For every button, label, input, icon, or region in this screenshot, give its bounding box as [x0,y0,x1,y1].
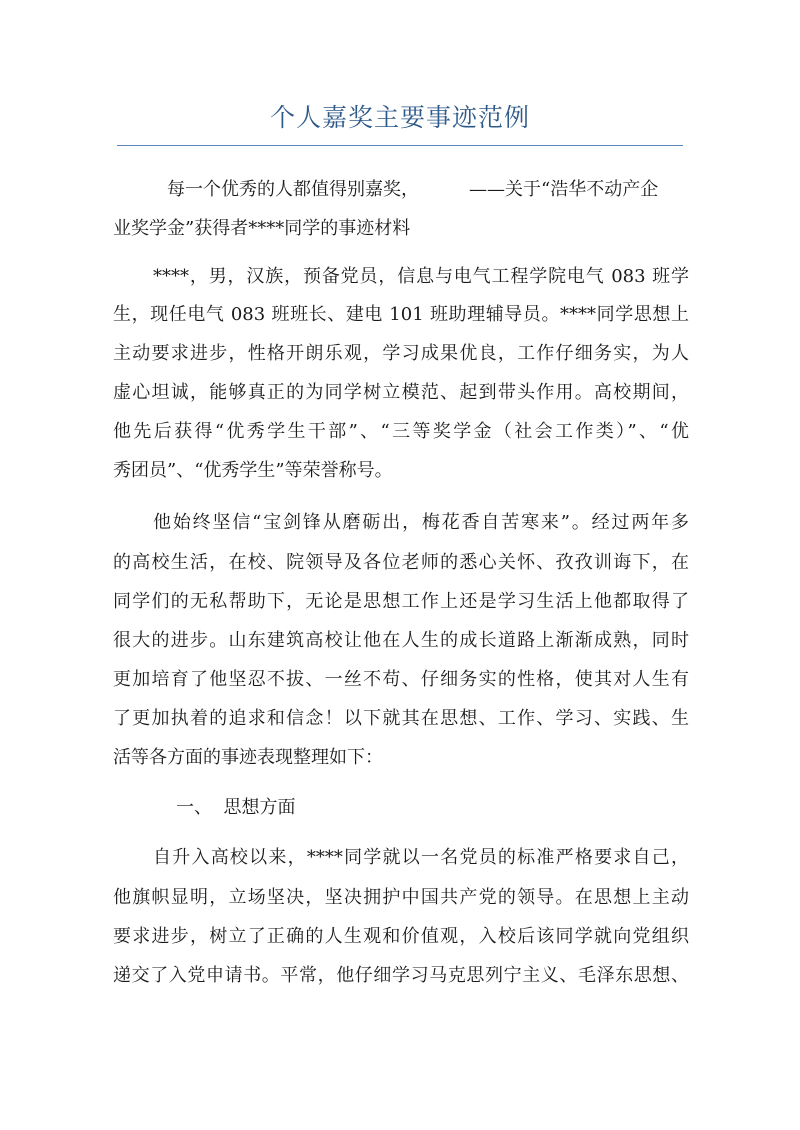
text-line: 他旗帜显明，立场坚决，坚决拥护中国共产党的领导。在思想上主动 [113,887,689,908]
text-line: 更加培育了他坚忍不拔、一丝不苟、仔细务实的性格，使其对人生有 [113,669,689,690]
text-line: 了更加执着的追求和信念！以下就其在思想、工作、学习、实践、生 [113,708,689,729]
text-line: 递交了入党申请书。平常，他仔细学习马克思列宁主义、毛泽东思想、 [113,965,689,986]
text-line: 自升入高校以来，****同学就以一名党员的标准严格要求自己， [153,847,689,868]
text-line: 虚心坦诚，能够真正的为同学树立模范、起到带头作用。高校期间， [113,382,689,403]
text-line: 他始终坚信“宝剑锋从磨砺出，梅花香自苦寒来”。经过两年多 [153,512,689,533]
text-line: 的高校生活，在校、院领导及各位老师的悉心关怀、孜孜训诲下，在 [113,552,689,573]
text-line: 生，现任电气 083 班班长、建电 101 班助理辅导员。****同学思想上 [113,304,689,325]
text-line: ——关于“浩华不动产企 [469,179,659,200]
text-line: 主动要求进步，性格开朗乐观，学习成果优良，工作仔细务实，为人 [113,343,689,364]
text-line: ****，男，汉族，预备党员，信息与电气工程学院电气 083 班学 [153,266,689,287]
text-line: 活等各方面的事迹表现整理如下： [113,747,383,768]
text-line: 要求进步，树立了正确的人生观和价值观，入校后该同学就向党组织 [113,926,689,947]
text-line: 秀团员”、“优秀学生”等荣誉称号。 [113,460,393,481]
document-title: 个人嘉奖主要事迹范例 [269,103,530,132]
text-line: 同学们的无私帮助下，无论是思想工作上还是学习生活上他都取得了 [113,591,689,612]
text-line: 他先后获得“优秀学生干部”、“三等奖学金（社会工作类）”、“优 [113,421,689,442]
title-underline [117,145,683,146]
section-heading: 一、 思想方面 [176,797,296,818]
text-line: 很大的进步。山东建筑高校让他在人生的成长道路上渐渐成熟，同时 [113,630,689,651]
text-line: 业奖学金”获得者****同学的事迹材料 [113,218,411,239]
text-line: 每一个优秀的人都值得别嘉奖， [167,179,419,200]
